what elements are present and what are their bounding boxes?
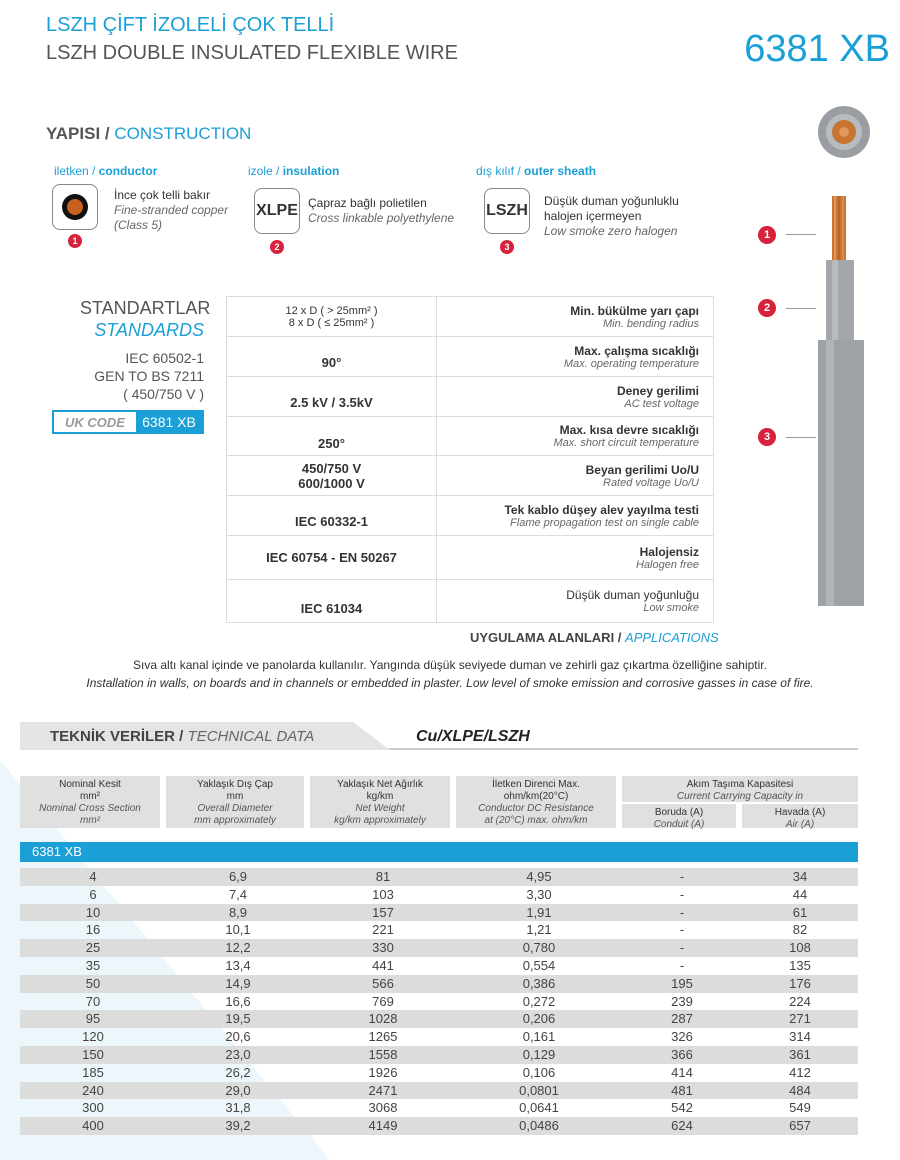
construction-title	[46, 124, 251, 144]
uk-code-value: 6381 XB	[136, 412, 202, 432]
table-cell: 82	[792, 922, 808, 938]
table-cell: 330	[372, 940, 394, 956]
insulation-number: 2	[270, 240, 284, 254]
column-header-weight: Yaklaşık Net Ağırlık kg/km Net Weight kg/km approximately	[310, 776, 450, 828]
table-cell: 240	[82, 1082, 104, 1098]
conductor-icon	[52, 184, 98, 230]
cable-marker-3: 3	[758, 428, 776, 446]
uk-code-badge	[52, 410, 204, 434]
table-row	[20, 1028, 858, 1046]
column-header-air: Havada (A) Air (A)	[742, 804, 858, 828]
conductor-class: (Class 5)	[114, 218, 163, 232]
spec-value: 12 x D ( > 25mm² ) 8 x D ( ≤ 25mm² )	[227, 297, 437, 336]
table-cell: 0,0486	[519, 1118, 559, 1134]
spec-value: 2.5 kV / 3.5kV	[227, 377, 437, 416]
spec-row	[227, 377, 713, 417]
applications-text-tr: Sıva altı kanal içinde ve panolarda kullanılır. Yangında düşük seviyede duman ve zehirli gaz çıkartma özelliğine sahiptir.	[133, 658, 767, 672]
tech-title-tr: TEKNİK VERİLER /	[50, 728, 184, 745]
table-cell: 4149	[368, 1118, 398, 1134]
table-cell: 16,6	[225, 993, 251, 1009]
table-cell: 16	[85, 922, 101, 938]
table-cell: 0,386	[522, 975, 556, 991]
table-cell: 13,4	[225, 957, 251, 973]
title-english: LSZH DOUBLE INSULATED FLEXIBLE WIRE	[46, 42, 458, 64]
table-cell: 1265	[368, 1029, 398, 1045]
table-cell: 549	[789, 1100, 811, 1116]
tech-title	[50, 728, 314, 745]
table-cell: 23,0	[225, 1046, 251, 1062]
data-table-body	[20, 868, 858, 1135]
conductor-label-tr: İnce çok telli bakır	[114, 188, 211, 202]
table-cell: 12,2	[225, 940, 251, 956]
table-cell: 34	[792, 869, 808, 884]
sheath-heading-tr: dış kılıf /	[476, 164, 521, 178]
table-cell: 120	[82, 1029, 104, 1045]
table-cell: 25	[85, 940, 101, 956]
spec-row	[227, 456, 713, 496]
table-cell: 414	[671, 1064, 693, 1080]
table-cell: 20,6	[225, 1029, 251, 1045]
leader-line	[786, 234, 816, 235]
leader-line	[786, 437, 816, 438]
leader-line	[786, 308, 816, 309]
spec-label: Halojensiz Halogen free	[636, 544, 699, 571]
table-cell: 221	[372, 922, 394, 938]
table-row	[20, 921, 858, 939]
table-cell: 0,554	[522, 957, 556, 973]
table-cell: 1926	[368, 1064, 398, 1080]
table-cell: 195	[671, 975, 693, 991]
table-row	[20, 975, 858, 993]
table-cell: 31,8	[225, 1100, 251, 1116]
table-cell: 484	[789, 1082, 811, 1098]
table-cell: 39,2	[225, 1118, 251, 1134]
spec-row	[227, 297, 713, 337]
table-cell: 185	[82, 1064, 104, 1080]
table-cell: 287	[671, 1011, 693, 1027]
table-cell: 2471	[368, 1082, 398, 1098]
insulation-heading-en: insulation	[282, 164, 340, 178]
table-cell: 4	[89, 869, 97, 884]
table-cell: 0,0801	[519, 1082, 559, 1098]
table-cell: 1,91	[526, 904, 552, 920]
table-row	[20, 1117, 858, 1135]
table-cell: 0,272	[522, 993, 556, 1009]
sheath-description	[544, 194, 679, 239]
table-row	[20, 904, 858, 922]
standard-line: GEN TO BS 7211	[94, 368, 204, 384]
table-cell: 135	[789, 957, 811, 973]
applications-title	[470, 630, 719, 645]
standard-line: IEC 60502-1	[125, 350, 204, 366]
cable-cross-section	[818, 106, 870, 158]
table-cell: 44	[792, 886, 808, 902]
sheath-heading-en: outer sheath	[524, 164, 597, 178]
title-turkish: LSZH ÇİFT İZOLELİ ÇOK TELLİ	[46, 14, 335, 36]
table-cell: 14,9	[225, 975, 251, 991]
table-cell: 542	[671, 1100, 693, 1116]
spec-row	[227, 536, 713, 580]
table-cell: 361	[789, 1046, 811, 1062]
spec-row	[227, 337, 713, 377]
insulation-description	[308, 196, 454, 226]
table-cell: 95	[85, 1011, 101, 1027]
table-cell: 1028	[368, 1011, 398, 1027]
table-cell: 326	[671, 1029, 693, 1045]
table-cell: 8,9	[228, 904, 248, 920]
table-cell: 10,1	[225, 922, 251, 938]
table-row	[20, 1064, 858, 1082]
table-cell: 81	[375, 869, 391, 884]
spec-label: Deney gerilimi AC test voltage	[616, 383, 699, 410]
sheath-label-tr: Düşük duman yoğunluklu	[544, 194, 679, 208]
table-cell: 150	[82, 1046, 104, 1062]
table-cell: 10	[85, 904, 101, 920]
table-cell: 29,0	[225, 1082, 251, 1098]
table-cell: 103	[372, 886, 394, 902]
spec-value: 90°	[227, 337, 437, 376]
table-cell: 566	[372, 975, 394, 991]
table-cell: 1558	[368, 1046, 398, 1062]
construction-title-tr: YAPISI /	[46, 124, 110, 143]
table-cell: 35	[85, 957, 101, 973]
spec-row	[227, 580, 713, 622]
standards-title-en: STANDARDS	[94, 320, 204, 340]
table-row	[20, 868, 858, 886]
sheath-label-en: Low smoke zero halogen	[544, 224, 678, 238]
table-cell: 0,780	[522, 940, 556, 956]
table-cell: 70	[85, 993, 101, 1009]
spec-value: 450/750 V 600/1000 V	[227, 456, 437, 495]
table-cell: 6,9	[228, 869, 248, 884]
table-cell: 400	[82, 1118, 104, 1134]
table-cell: 481	[671, 1082, 693, 1098]
sheath-label-tr2: halojen içermeyen	[544, 209, 642, 223]
spec-table	[226, 296, 714, 623]
applications-title-tr: UYGULAMA ALANLARI /	[470, 630, 622, 645]
table-cell: 0,129	[522, 1046, 556, 1062]
table-row	[20, 1099, 858, 1117]
table-cell: 3,30	[526, 886, 552, 902]
column-header-section: Nominal Kesit mm² Nominal Cross Section mm²	[20, 776, 160, 828]
insulation-heading-tr: izole /	[248, 164, 280, 178]
table-cell: 300	[82, 1100, 104, 1116]
table-cell: 769	[372, 993, 394, 1009]
table-cell: 0,0641	[519, 1100, 559, 1116]
table-cell: 4,95	[526, 869, 552, 884]
table-cell: -	[679, 940, 685, 956]
table-cell: 441	[372, 957, 394, 973]
product-code: 6381 XB	[744, 28, 890, 70]
cable-marker-1: 1	[758, 226, 776, 244]
table-cell: 0,206	[522, 1011, 556, 1027]
table-cell: -	[679, 957, 685, 973]
spec-value: IEC 61034	[227, 580, 437, 622]
spec-row	[227, 417, 713, 456]
uk-code-label: UK CODE	[54, 412, 136, 432]
spec-value: 250°	[227, 417, 437, 455]
column-header-diameter: Yaklaşık Dış Çap mm Overall Diameter mm approximately	[166, 776, 304, 828]
column-header-conduit: Boruda (A) Conduit (A)	[622, 804, 736, 828]
table-row	[20, 886, 858, 904]
conductor-description	[114, 188, 228, 233]
spec-label: Max. kısa devre sıcaklığı Max. short circuit temperature	[553, 423, 699, 449]
table-cell: 3068	[368, 1100, 398, 1116]
tech-title-en: TECHNICAL DATA	[187, 728, 315, 745]
conductor-heading	[54, 164, 157, 178]
insulation-label-en: Cross linkable polyethylene	[308, 211, 455, 225]
spec-label: Tek kablo düşey alev yayılma testi Flame propagation test on single cable	[504, 502, 699, 529]
table-cell: -	[679, 922, 685, 938]
conductor-number: 1	[68, 234, 82, 248]
table-cell: 50	[85, 975, 101, 991]
table-cell: -	[679, 904, 685, 920]
insulation-label-tr: Çapraz bağlı polietilen	[308, 196, 427, 210]
table-row	[20, 993, 858, 1011]
applications-text-en: Installation in walls, on boards and in channels or embedded in plaster. Low level of smoke emission and corrosive gasses in case of fire.	[86, 676, 814, 690]
table-cell: 6	[89, 886, 97, 902]
table-cell: 0,106	[522, 1064, 556, 1080]
table-cell: 176	[789, 975, 811, 991]
table-cell: -	[679, 886, 685, 902]
table-cell: 314	[789, 1029, 811, 1045]
table-cell: 157	[372, 904, 394, 920]
table-cell: 271	[789, 1011, 811, 1027]
insulation-heading	[248, 164, 339, 178]
table-cell: 61	[792, 904, 808, 920]
table-row	[20, 939, 858, 957]
spec-label: Beyan gerilimi Uo/U Rated voltage Uo/U	[585, 462, 699, 489]
cable-illustration	[810, 196, 870, 610]
sheath-number: 3	[500, 240, 514, 254]
table-cell: 19,5	[225, 1011, 251, 1027]
column-header-capacity: Akım Taşıma Kapasitesi Current Carrying Capacity in	[622, 776, 858, 802]
table-cell: 624	[671, 1118, 693, 1134]
table-cell: -	[679, 869, 685, 884]
standard-line: ( 450/750 V )	[123, 386, 204, 402]
table-cell: 657	[789, 1118, 811, 1134]
construction-title-en: CONSTRUCTION	[114, 124, 252, 143]
lszh-icon: LSZH	[484, 188, 530, 234]
table-cell: 26,2	[225, 1064, 251, 1080]
standards-title-tr: STANDARTLAR	[80, 298, 211, 318]
sheath-heading	[476, 164, 596, 178]
table-row	[20, 1082, 858, 1100]
conductor-heading-en: conductor	[98, 164, 158, 178]
table-row	[20, 1010, 858, 1028]
table-cell: 366	[671, 1046, 693, 1062]
table-cell: 7,4	[228, 886, 248, 902]
cable-marker-2: 2	[758, 299, 776, 317]
table-cell: 239	[671, 993, 693, 1009]
table-cell: 0,161	[522, 1029, 556, 1045]
spec-label: Min. bükülme yarı çapı Min. bending radius	[570, 303, 699, 330]
spec-value: IEC 60332-1	[227, 496, 437, 535]
applications-title-en: APPLICATIONS	[625, 630, 719, 645]
spec-value: IEC 60754 - EN 50267	[227, 536, 437, 579]
table-row	[20, 1046, 858, 1064]
xlpe-icon: XLPE	[254, 188, 300, 234]
table-row	[20, 957, 858, 975]
product-group-bar: 6381 XB	[20, 842, 858, 862]
table-cell: 224	[789, 993, 811, 1009]
conductor-heading-tr: iletken /	[54, 164, 96, 178]
table-cell: 1,21	[526, 922, 552, 938]
spec-label: Max. çalışma sıcaklığı Max. operating temperature	[563, 343, 699, 370]
column-header-resistance: İletken Direnci Max. ohm/km(20°C) Conductor DC Resistance at (20°C) max. ohm/km	[456, 776, 616, 828]
conductor-label-en: Fine-stranded copper	[114, 203, 229, 217]
tech-subtitle: Cu/XLPE/LSZH	[416, 728, 530, 745]
spec-label: Düşük duman yoğunluğu Low smoke	[566, 588, 699, 614]
table-cell: 412	[789, 1064, 811, 1080]
table-cell: 108	[789, 940, 811, 956]
spec-row	[227, 496, 713, 536]
